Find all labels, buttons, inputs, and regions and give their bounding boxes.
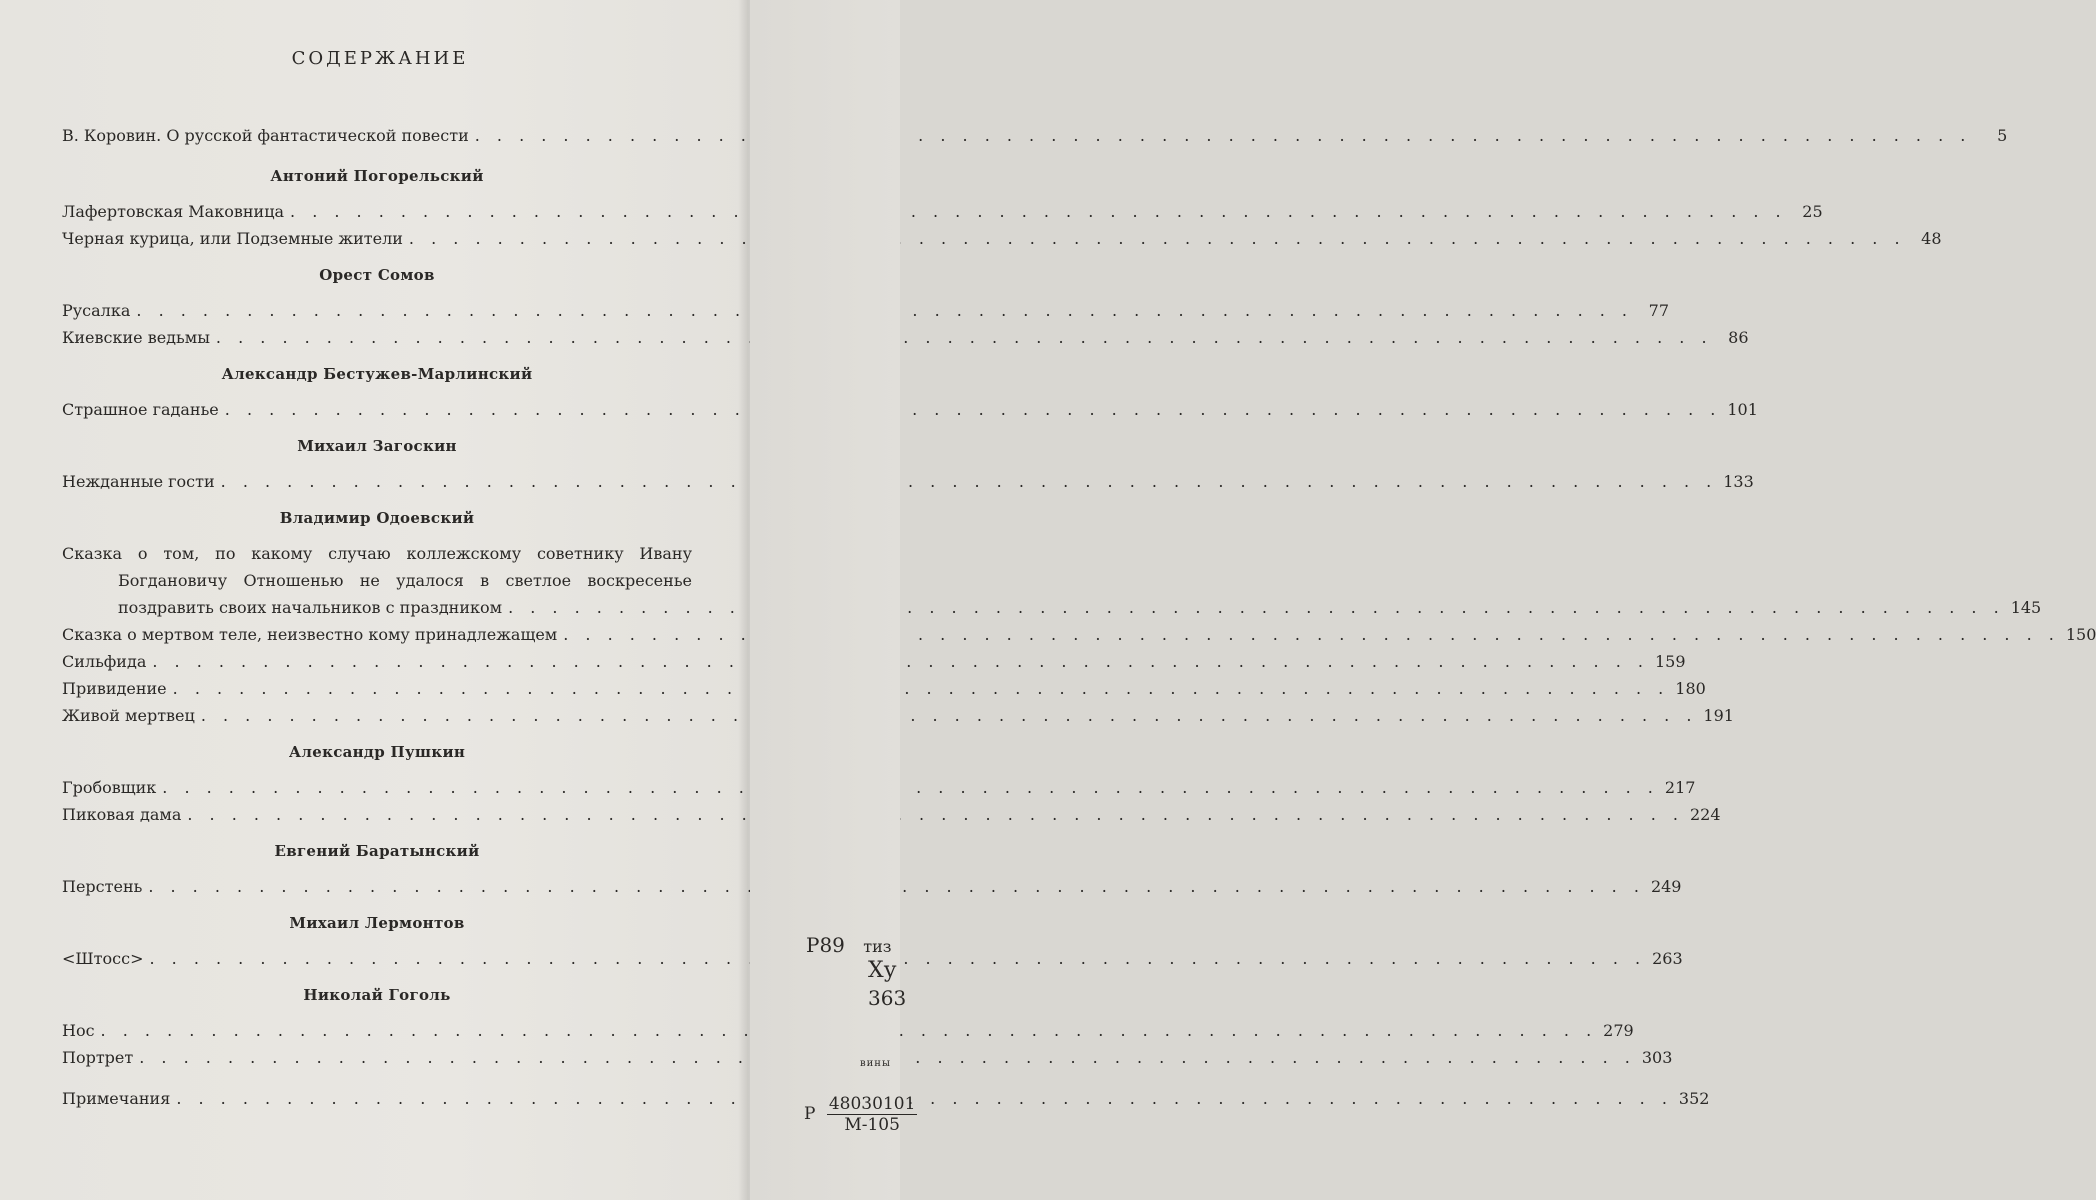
entry-page: 249 [1650, 877, 1682, 896]
leader-dots [508, 594, 2005, 621]
right-page-line-2: Ху [868, 958, 897, 983]
toc-entry [62, 1017, 1634, 1044]
toc-entry [62, 702, 1734, 729]
author-heading: Михаил Лермонтов [289, 914, 465, 932]
leader-dots [152, 648, 1649, 675]
toc-entry [62, 774, 1696, 801]
toc-entry [62, 675, 1706, 702]
toc-entry [62, 396, 1758, 423]
leader-dots [475, 122, 1972, 149]
author-heading: Владимир Одоевский [279, 509, 475, 527]
author-heading: Антоний Погорельский [270, 167, 484, 185]
author-heading: Евгений Баратынский [274, 842, 480, 860]
toc-entry [62, 594, 2042, 621]
entry-page: 217 [1664, 778, 1696, 797]
entry-title-line: Богдановичу Отношенью не удалося в светлое воскресенье [118, 571, 692, 590]
entry-title: Привидение [62, 679, 167, 698]
catalog-index: Р89 [806, 933, 845, 957]
code-fraction [827, 1094, 918, 1135]
entry-page: 86 [1728, 328, 1749, 347]
entry-page: 303 [1641, 1048, 1673, 1067]
entry-title: Страшное гаданье [62, 400, 219, 419]
entry-title: Сказка о мертвом теле, неизвестно кому принадлежащем [62, 625, 558, 644]
right-page-line-4: вины [860, 1058, 891, 1069]
leader-dots [216, 324, 1713, 351]
entry-title: Примечания [62, 1089, 171, 1108]
entry-title: Портрет [62, 1048, 134, 1067]
leader-dots [221, 468, 1718, 495]
entry-title: Киевские ведьмы [62, 328, 210, 347]
author-heading: Михаил Загоскин [297, 437, 457, 455]
entry-page: 224 [1689, 805, 1721, 824]
leader-dots [173, 675, 1670, 702]
author-heading: Орест Сомов [319, 266, 435, 284]
right-page-line-1 [806, 933, 892, 957]
entry-title: <Штосс> [62, 949, 144, 968]
entry-title: Гробовщик [62, 778, 157, 797]
toc-entry [62, 648, 1686, 675]
entry-title: В. Коровин. О русской фантастической повести [62, 126, 469, 145]
leader-dots [409, 225, 1906, 252]
entry-page: 133 [1723, 472, 1754, 491]
entry-page: 101 [1727, 400, 1758, 419]
entry-page: 180 [1675, 679, 1706, 698]
toc-entry [62, 198, 1823, 225]
leader-dots [225, 396, 1722, 423]
code-prefix: Р [804, 1104, 816, 1124]
right-page [750, 0, 916, 1200]
toc-entry [62, 297, 1669, 324]
leader-dots [187, 801, 1684, 828]
entry-title: Лафертовская Маковница [62, 202, 285, 221]
page-title: СОДЕРЖАНИЕ [291, 48, 469, 69]
leader-dots [201, 702, 1698, 729]
author-heading: Александр Бестужев-Марлинский [221, 365, 533, 383]
entry-page: 191 [1703, 706, 1734, 725]
entry-page: 159 [1654, 652, 1686, 671]
entry-page: 352 [1678, 1089, 1710, 1108]
toc-entry-intro [62, 122, 2008, 149]
entry-title-line: поздравить своих начальников с праздником [118, 598, 503, 617]
entry-title: Пиковая дама [62, 805, 182, 824]
leader-dots [162, 774, 1659, 801]
entry-title: Живой мертвец [62, 706, 195, 725]
entry-page: 279 [1603, 1021, 1634, 1040]
toc-entry [62, 621, 2096, 648]
author-heading: Николай Гоголь [303, 986, 451, 1004]
right-text-fragment: тиз [863, 937, 892, 956]
author-heading: Александр Пушкин [288, 743, 466, 761]
entry-title: Сильфида [62, 652, 147, 671]
entry-page: 145 [2010, 598, 2042, 617]
toc-entry-multiline [62, 540, 2042, 621]
entry-title: Нос [62, 1021, 95, 1040]
entry-page: 25 [1802, 202, 1823, 221]
code-numerator: 48030101 [828, 1094, 916, 1114]
entry-title: Русалка [62, 301, 131, 320]
leader-dots [290, 198, 1787, 225]
toc-entry [62, 873, 1682, 900]
entry-title: Перстень [62, 877, 143, 896]
entry-page: 48 [1921, 229, 1942, 248]
toc-entry [62, 468, 1754, 495]
toc-entry [62, 801, 1721, 828]
entry-page: 77 [1648, 301, 1669, 320]
entry-page: 263 [1652, 949, 1683, 968]
leader-dots [176, 1085, 1673, 1112]
code-denominator: М-105 [844, 1115, 900, 1135]
entry-title-line: Сказка о том, по какому случаю коллежскому советнику Ивану [62, 544, 692, 563]
right-page-code [804, 1094, 917, 1135]
entry-title: Нежданные гости [62, 472, 215, 491]
toc-entry [62, 225, 1942, 252]
entry-title: Черная курица, или Подземные жители [62, 229, 403, 248]
entry-page: 5 [1997, 126, 2008, 145]
right-page-line-3: 363 [868, 986, 907, 1010]
entry-page: 150 [2065, 625, 2096, 644]
toc-entry [62, 324, 1749, 351]
